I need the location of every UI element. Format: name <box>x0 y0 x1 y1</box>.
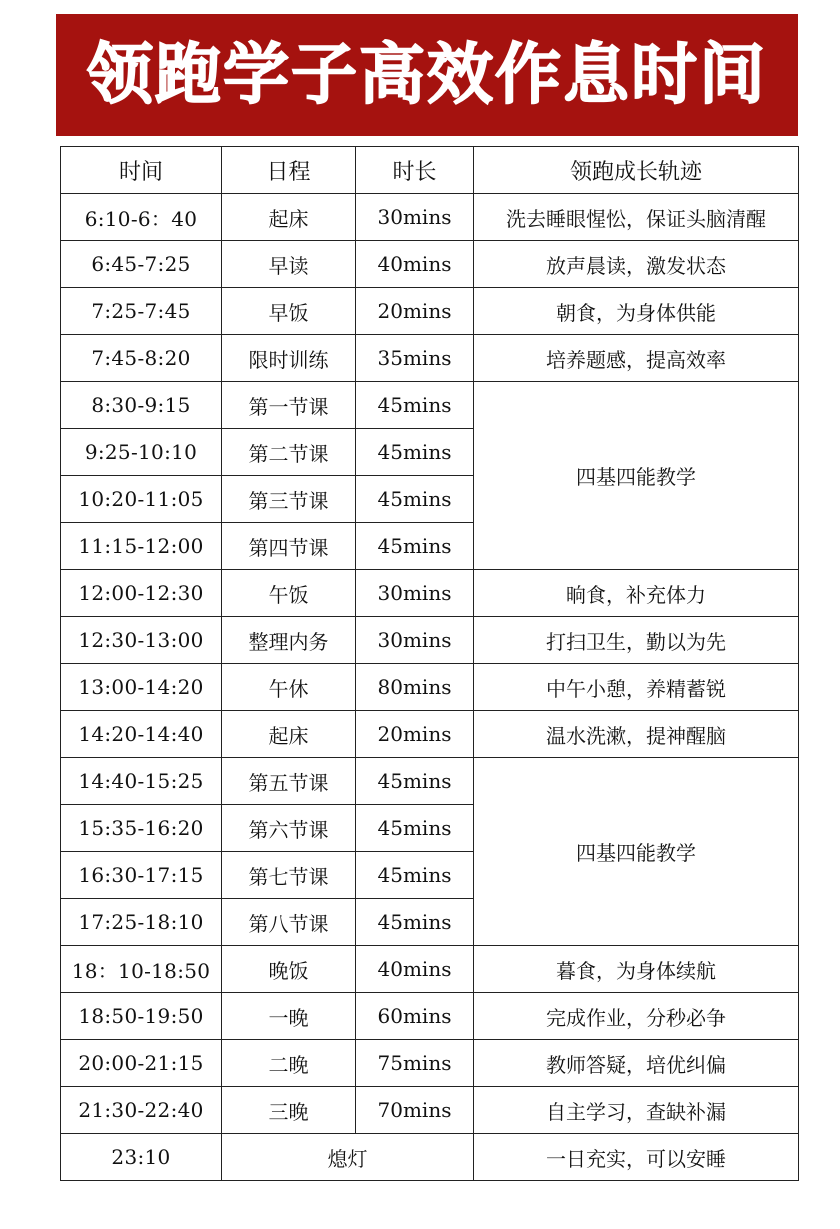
note-cell: 朝食，为身体供能 <box>474 288 799 335</box>
time-cell: 18:50-19:50 <box>61 993 222 1040</box>
time-cell: 6:10-6：40 <box>61 194 222 241</box>
duration-cell: 35mins <box>356 335 474 382</box>
event-cell: 起床 <box>222 711 356 758</box>
time-cell: 8:30-9:15 <box>61 382 222 429</box>
table-row <box>61 335 799 382</box>
header-duration: 时长 <box>356 147 474 194</box>
note-cell-merged: 四基四能教学 <box>474 382 799 570</box>
table-row <box>61 1134 799 1181</box>
time-cell: 15:35-16:20 <box>61 805 222 852</box>
duration-cell: 40mins <box>356 946 474 993</box>
table-row <box>61 1087 799 1134</box>
time-cell: 11:15-12:00 <box>61 523 222 570</box>
note-cell: 一日充实，可以安睡 <box>474 1134 799 1181</box>
note-cell: 暮食，为身体续航 <box>474 946 799 993</box>
event-cell: 第五节课 <box>222 758 356 805</box>
time-cell: 9:25-10:10 <box>61 429 222 476</box>
title-banner <box>56 14 798 136</box>
duration-cell: 30mins <box>356 617 474 664</box>
duration-cell: 45mins <box>356 758 474 805</box>
event-cell-merged: 熄灯 <box>222 1134 474 1181</box>
note-cell: 打扫卫生，勤以为先 <box>474 617 799 664</box>
time-cell: 14:40-15:25 <box>61 758 222 805</box>
table-row <box>61 993 799 1040</box>
table-row <box>61 1040 799 1087</box>
event-cell: 第三节课 <box>222 476 356 523</box>
table-row <box>61 570 799 617</box>
duration-cell: 45mins <box>356 382 474 429</box>
time-cell: 6:45-7:25 <box>61 241 222 288</box>
event-cell: 第四节课 <box>222 523 356 570</box>
note-cell: 自主学习，查缺补漏 <box>474 1087 799 1134</box>
table-row <box>61 758 799 805</box>
duration-cell: 20mins <box>356 711 474 758</box>
time-cell: 17:25-18:10 <box>61 899 222 946</box>
header-note: 领跑成长轨迹 <box>474 147 799 194</box>
duration-cell: 40mins <box>356 241 474 288</box>
note-cell: 晌食，补充体力 <box>474 570 799 617</box>
time-cell: 13:00-14:20 <box>61 664 222 711</box>
event-cell: 早饭 <box>222 288 356 335</box>
duration-cell: 20mins <box>356 288 474 335</box>
time-cell: 16:30-17:15 <box>61 852 222 899</box>
event-cell: 第六节课 <box>222 805 356 852</box>
event-cell: 午休 <box>222 664 356 711</box>
event-cell: 早读 <box>222 241 356 288</box>
time-cell: 12:00-12:30 <box>61 570 222 617</box>
note-cell: 中午小憩，养精蓄锐 <box>474 664 799 711</box>
event-cell: 第二节课 <box>222 429 356 476</box>
time-cell: 18：10-18:50 <box>61 946 222 993</box>
event-cell: 晚饭 <box>222 946 356 993</box>
duration-cell: 45mins <box>356 852 474 899</box>
duration-cell: 70mins <box>356 1087 474 1134</box>
table-row <box>61 288 799 335</box>
time-cell: 10:20-11:05 <box>61 476 222 523</box>
event-cell: 一晚 <box>222 993 356 1040</box>
table-row <box>61 946 799 993</box>
duration-cell: 45mins <box>356 476 474 523</box>
duration-cell: 45mins <box>356 899 474 946</box>
header-time: 时间 <box>61 147 222 194</box>
time-cell: 23:10 <box>61 1134 222 1181</box>
time-cell: 14:20-14:40 <box>61 711 222 758</box>
duration-cell: 80mins <box>356 664 474 711</box>
table-row <box>61 617 799 664</box>
note-cell-merged: 四基四能教学 <box>474 758 799 946</box>
table-row <box>61 711 799 758</box>
note-cell: 教师答疑，培优纠偏 <box>474 1040 799 1087</box>
table-row <box>61 194 799 241</box>
event-cell: 二晚 <box>222 1040 356 1087</box>
time-cell: 21:30-22:40 <box>61 1087 222 1134</box>
duration-cell: 45mins <box>356 429 474 476</box>
event-cell: 整理内务 <box>222 617 356 664</box>
note-cell: 培养题感，提高效率 <box>474 335 799 382</box>
header-row <box>61 147 799 194</box>
time-cell: 7:25-7:45 <box>61 288 222 335</box>
event-cell: 第八节课 <box>222 899 356 946</box>
duration-cell: 45mins <box>356 805 474 852</box>
time-cell: 20:00-21:15 <box>61 1040 222 1087</box>
time-cell: 12:30-13:00 <box>61 617 222 664</box>
duration-cell: 30mins <box>356 570 474 617</box>
event-cell: 第七节课 <box>222 852 356 899</box>
duration-cell: 60mins <box>356 993 474 1040</box>
note-cell: 洗去睡眼惺忪，保证头脑清醒 <box>474 194 799 241</box>
event-cell: 限时训练 <box>222 335 356 382</box>
table-row <box>61 664 799 711</box>
event-cell: 午饭 <box>222 570 356 617</box>
time-cell: 7:45-8:20 <box>61 335 222 382</box>
table-row <box>61 382 799 429</box>
table-row <box>61 241 799 288</box>
duration-cell: 75mins <box>356 1040 474 1087</box>
event-cell: 第一节课 <box>222 382 356 429</box>
duration-cell: 45mins <box>356 523 474 570</box>
page-title: 领跑学子高效作息时间 <box>87 36 767 113</box>
event-cell: 起床 <box>222 194 356 241</box>
header-event: 日程 <box>222 147 356 194</box>
note-cell: 完成作业，分秒必争 <box>474 993 799 1040</box>
note-cell: 放声晨读，激发状态 <box>474 241 799 288</box>
note-cell: 温水洗漱，提神醒脑 <box>474 711 799 758</box>
duration-cell: 30mins <box>356 194 474 241</box>
schedule-table <box>60 146 799 1181</box>
event-cell: 三晚 <box>222 1087 356 1134</box>
